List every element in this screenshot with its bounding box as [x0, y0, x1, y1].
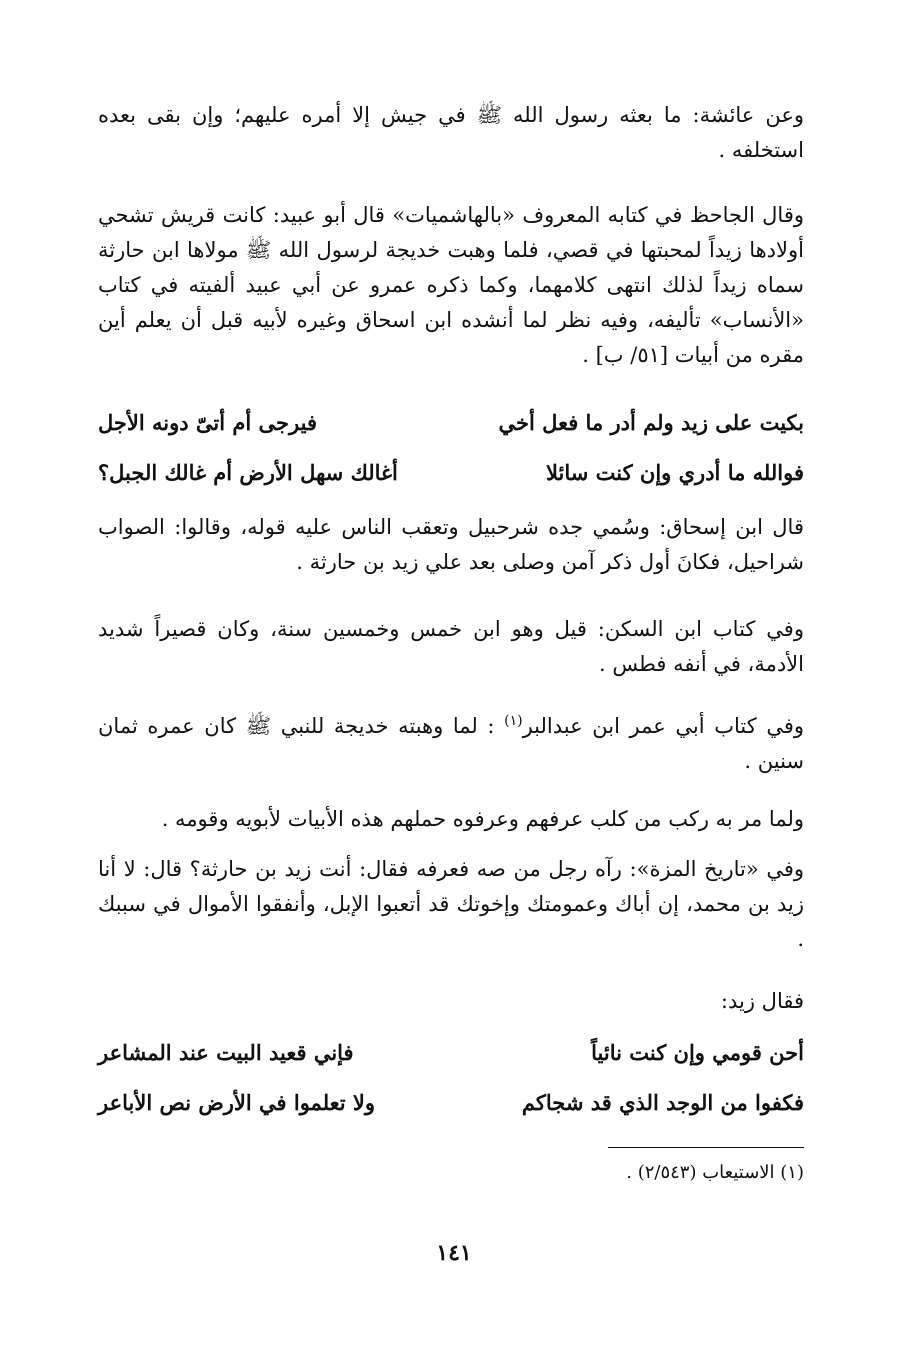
poem-verse-3	[98, 1034, 804, 1078]
paragraph-ibn-sakan: وفي كتاب ابن السكن: قيل وهو ابن خمس وخمسين سنة، وكان قصيراً شديد الأدمة، في أنفه فطس .	[98, 617, 804, 676]
paragraph-text: وفي كتاب أبي عمر ابن عبدالبر	[522, 714, 804, 738]
page-number: ١٤١	[436, 1240, 472, 1266]
verse-second-hemistich: أغالك سهل الأرض أم غالك الجبل؟	[98, 460, 398, 485]
verse-second-hemistich: فإني قعيد البيت عند المشاعر	[98, 1040, 354, 1065]
paragraph-kalb: ولما مر به ركب من كلب عرفهم وعرفوه حملهم هذه الأبيات لأبويه وقومه .	[161, 807, 804, 831]
footnote-marker: (١)	[504, 713, 523, 729]
paragraph-tarikh-mizza: وفي «تاريخ المزة»: رآه رجل من صه فعرفه فقال: أنت زيد بن حارثة؟ قال: لا أنا زيد بن محمد، إن أباك وعمومتك وإخوتك قد أتعبوا الإبل، وأنفقوا الأموال في سببك .	[98, 857, 804, 951]
paragraph-zayd-said: فقال زيد:	[720, 989, 804, 1013]
verse-second-hemistich: ولا تعلموا في الأرض نص الأباعر	[98, 1090, 376, 1115]
paragraph-jahiz: وقال الجاحظ في كتابه المعروف «بالهاشميات» قال أبو عبيد: كانت قريش تشحي أولادها زيداً لمحبتها في قصي، فلما وهبت خديجة لرسول الله ﷺ مولاها ابن حارثة سماه زيداً لذلك انتهى كلامهما، وكما ذكره عمرو عن أبي عبيد ألفيته في كتاب «الأنساب» تأليفه، وفيه نظر لما أنشده ابن اسحاق وغيره لأبيه قبل أن يعلم أين مقره من أبيات [٥١/ ب] .	[98, 203, 804, 367]
paragraph-ibn-abdulbarr	[98, 704, 804, 779]
paragraph-text-rest: : لما وهبته خديجة للنبي ﷺ كان عمره ثمان سنين .	[98, 714, 804, 773]
verse-first-hemistich: فوالله ما أدري وإن كنت سائلا	[545, 460, 804, 485]
poem-verse-4	[98, 1084, 804, 1128]
verse-second-hemistich: فيرجى أم أتىّ دونه الأجل	[98, 410, 318, 435]
footnote: (١) الاستيعاب (٢/٥٤٣) .	[626, 1162, 804, 1183]
footnote-divider	[608, 1147, 804, 1148]
verse-first-hemistich: فكفوا من الوجد الذي قد شجاكم	[521, 1090, 804, 1115]
verse-first-hemistich: أحن قومي وإن كنت نائياً	[591, 1040, 804, 1065]
paragraph-ibn-ishaq: قال ابن إسحاق: وسُمي جده شرحبيل وتعقب الناس عليه قوله، وقالوا: الصواب شراحيل، فكانَ أول ذكر آمن وصلى بعد علي زيد بن حارثة .	[98, 515, 804, 574]
poem-verse-2	[98, 454, 804, 498]
poem-verse-1	[98, 404, 804, 448]
paragraph-aisha: وعن عائشة: ما بعثه رسول الله ﷺ في جيش إلا أمره عليهم؛ وإن بقى بعده استخلفه .	[98, 103, 804, 162]
verse-first-hemistich: بكيت على زيد ولم أدر ما فعل أخي	[498, 410, 804, 435]
